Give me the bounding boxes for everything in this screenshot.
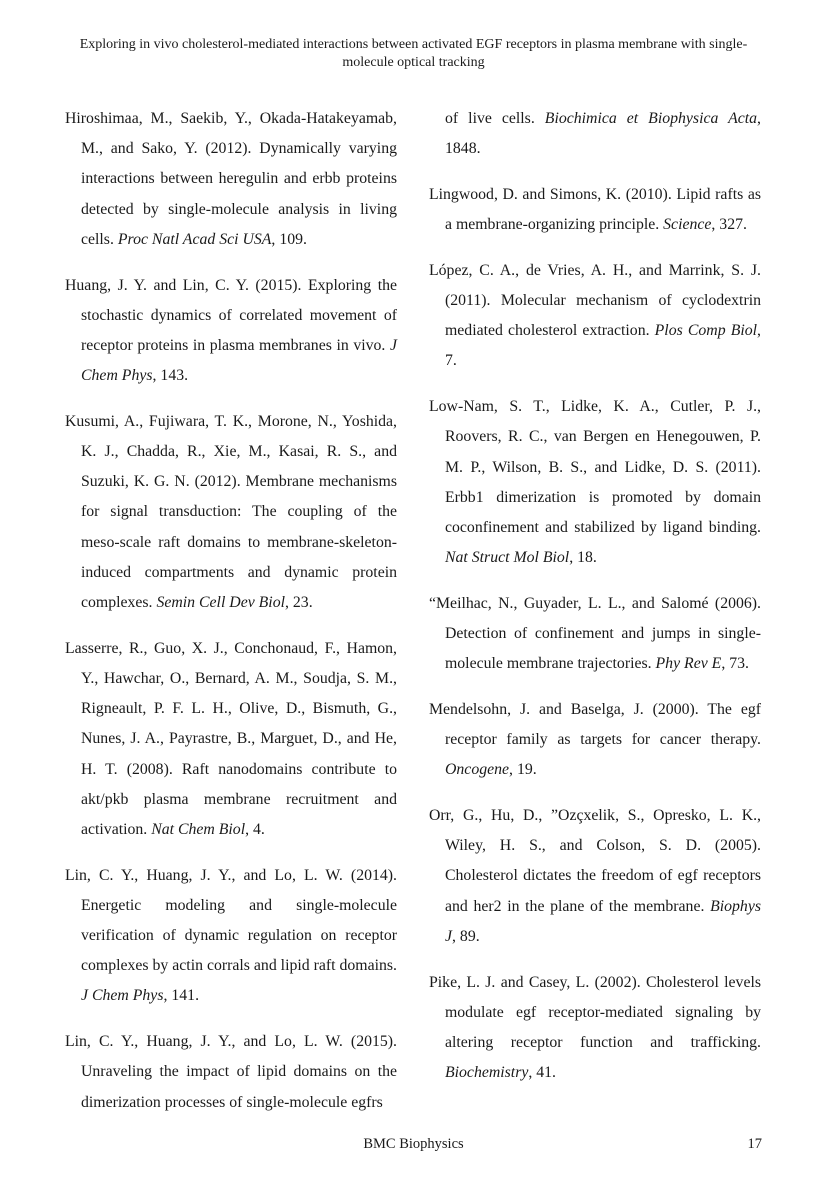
reference-entry: “Meilhac, N., Guyader, L. L., and Salomé (2006). Detection of confinement and jumps in single-molecule membrane trajectories. Phy Rev E, 73.	[429, 594, 761, 673]
running-head-title: Exploring in vivo cholesterol-mediated interactions between activated EGF receptors in plasma membrane with single-molecule optical tracking	[79, 37, 748, 70]
footer-journal-name: BMC Biophysics	[363, 1136, 464, 1152]
reference-entry: López, C. A., de Vries, A. H., and Marrink, S. J. (2011). Molecular mechanism of cyclodextrin mediated cholesterol extraction. Plos Comp Biol, 7.	[429, 261, 761, 370]
reference-entry: Lasserre, R., Guo, X. J., Conchonaud, F., Hamon, Y., Hawchar, O., Bernard, A. M., Soudja, S. M., Rigneault, P. F. L. H., Olive, D., Bismuth, G., Nunes, J. A., Payrastre, B., Marguet, D., and He, H. T. (2008). Raft nanodomains contribute to akt/pkb plasma membrane recruitment and activation. Nat Chem Biol, 4.	[65, 639, 397, 838]
reference-entry: Hiroshimaa, M., Saekib, Y., Okada-Hatakeyamab, M., and Sako, Y. (2012). Dynamically varying interactions between heregulin and erbb proteins detected by single-molecule analysis in living cells. Proc Natl Acad Sci USA, 109.	[65, 110, 397, 248]
reference-entry: Lingwood, D. and Simons, K. (2010). Lipid rafts as a membrane-organizing principle. Science, 327.	[429, 185, 761, 234]
reference-entry: Low-Nam, S. T., Lidke, K. A., Cutler, P. J., Roovers, R. C., van Bergen en Henegouwen, P. M. P., Wilson, B. S., and Lidke, D. S. (2011). Erbb1 dimerization is promoted by domain coconfinement and stabilized by ligand binding. Nat Struct Mol Biol, 18.	[429, 398, 761, 567]
reference-entry: Lin, C. Y., Huang, J. Y., and Lo, L. W. (2015). Unraveling the impact of lipid domains on the dimerization processes of single-molecule egfrs	[65, 1033, 397, 1111]
reference-column-left	[65, 104, 397, 1133]
reference-entry: Orr, G., Hu, D., ”Ozçxelik, S., Opresko, L. K., Wiley, H. S., and Colson, S. D. (2005). Cholesterol dictates the freedom of egf receptors and her2 in the plane of the membrane. Biophys J, 89.	[429, 807, 761, 945]
reference-entry-continuation: of live cells. Biochimica et Biophysica Acta, 1848.	[445, 110, 761, 158]
reference-column-right	[429, 104, 761, 1104]
reference-entry: Lin, C. Y., Huang, J. Y., and Lo, L. W. (2014). Energetic modeling and single-molecule verification of dynamic regulation on receptor complexes by actin corrals and lipid raft domains. J Chem Phys, 141.	[65, 866, 397, 1005]
page-number: 17	[747, 1136, 762, 1152]
reference-entry: Mendelsohn, J. and Baselga, J. (2000). The egf receptor family as targets for cancer therapy. Oncogene, 19.	[429, 700, 761, 779]
reference-entry: Kusumi, A., Fujiwara, T. K., Morone, N., Yoshida, K. J., Chadda, R., Xie, M., Kasai, R. S., and Suzuki, K. G. N. (2012). Membrane mechanisms for signal transduction: The coupling of the meso-scale raft domains to membrane-skeleton-induced compartments and dynamic protein complexes. Semin Cell Dev Biol, 23.	[65, 412, 397, 612]
reference-entry: Pike, L. J. and Casey, L. (2002). Cholesterol levels modulate egf receptor-mediated signaling by altering receptor function and trafficking. Biochemistry, 41.	[429, 973, 761, 1082]
reference-entry: Huang, J. Y. and Lin, C. Y. (2015). Exploring the stochastic dynamics of correlated movement of receptor proteins in plasma membranes in vivo. J Chem Phys, 143.	[65, 276, 397, 385]
